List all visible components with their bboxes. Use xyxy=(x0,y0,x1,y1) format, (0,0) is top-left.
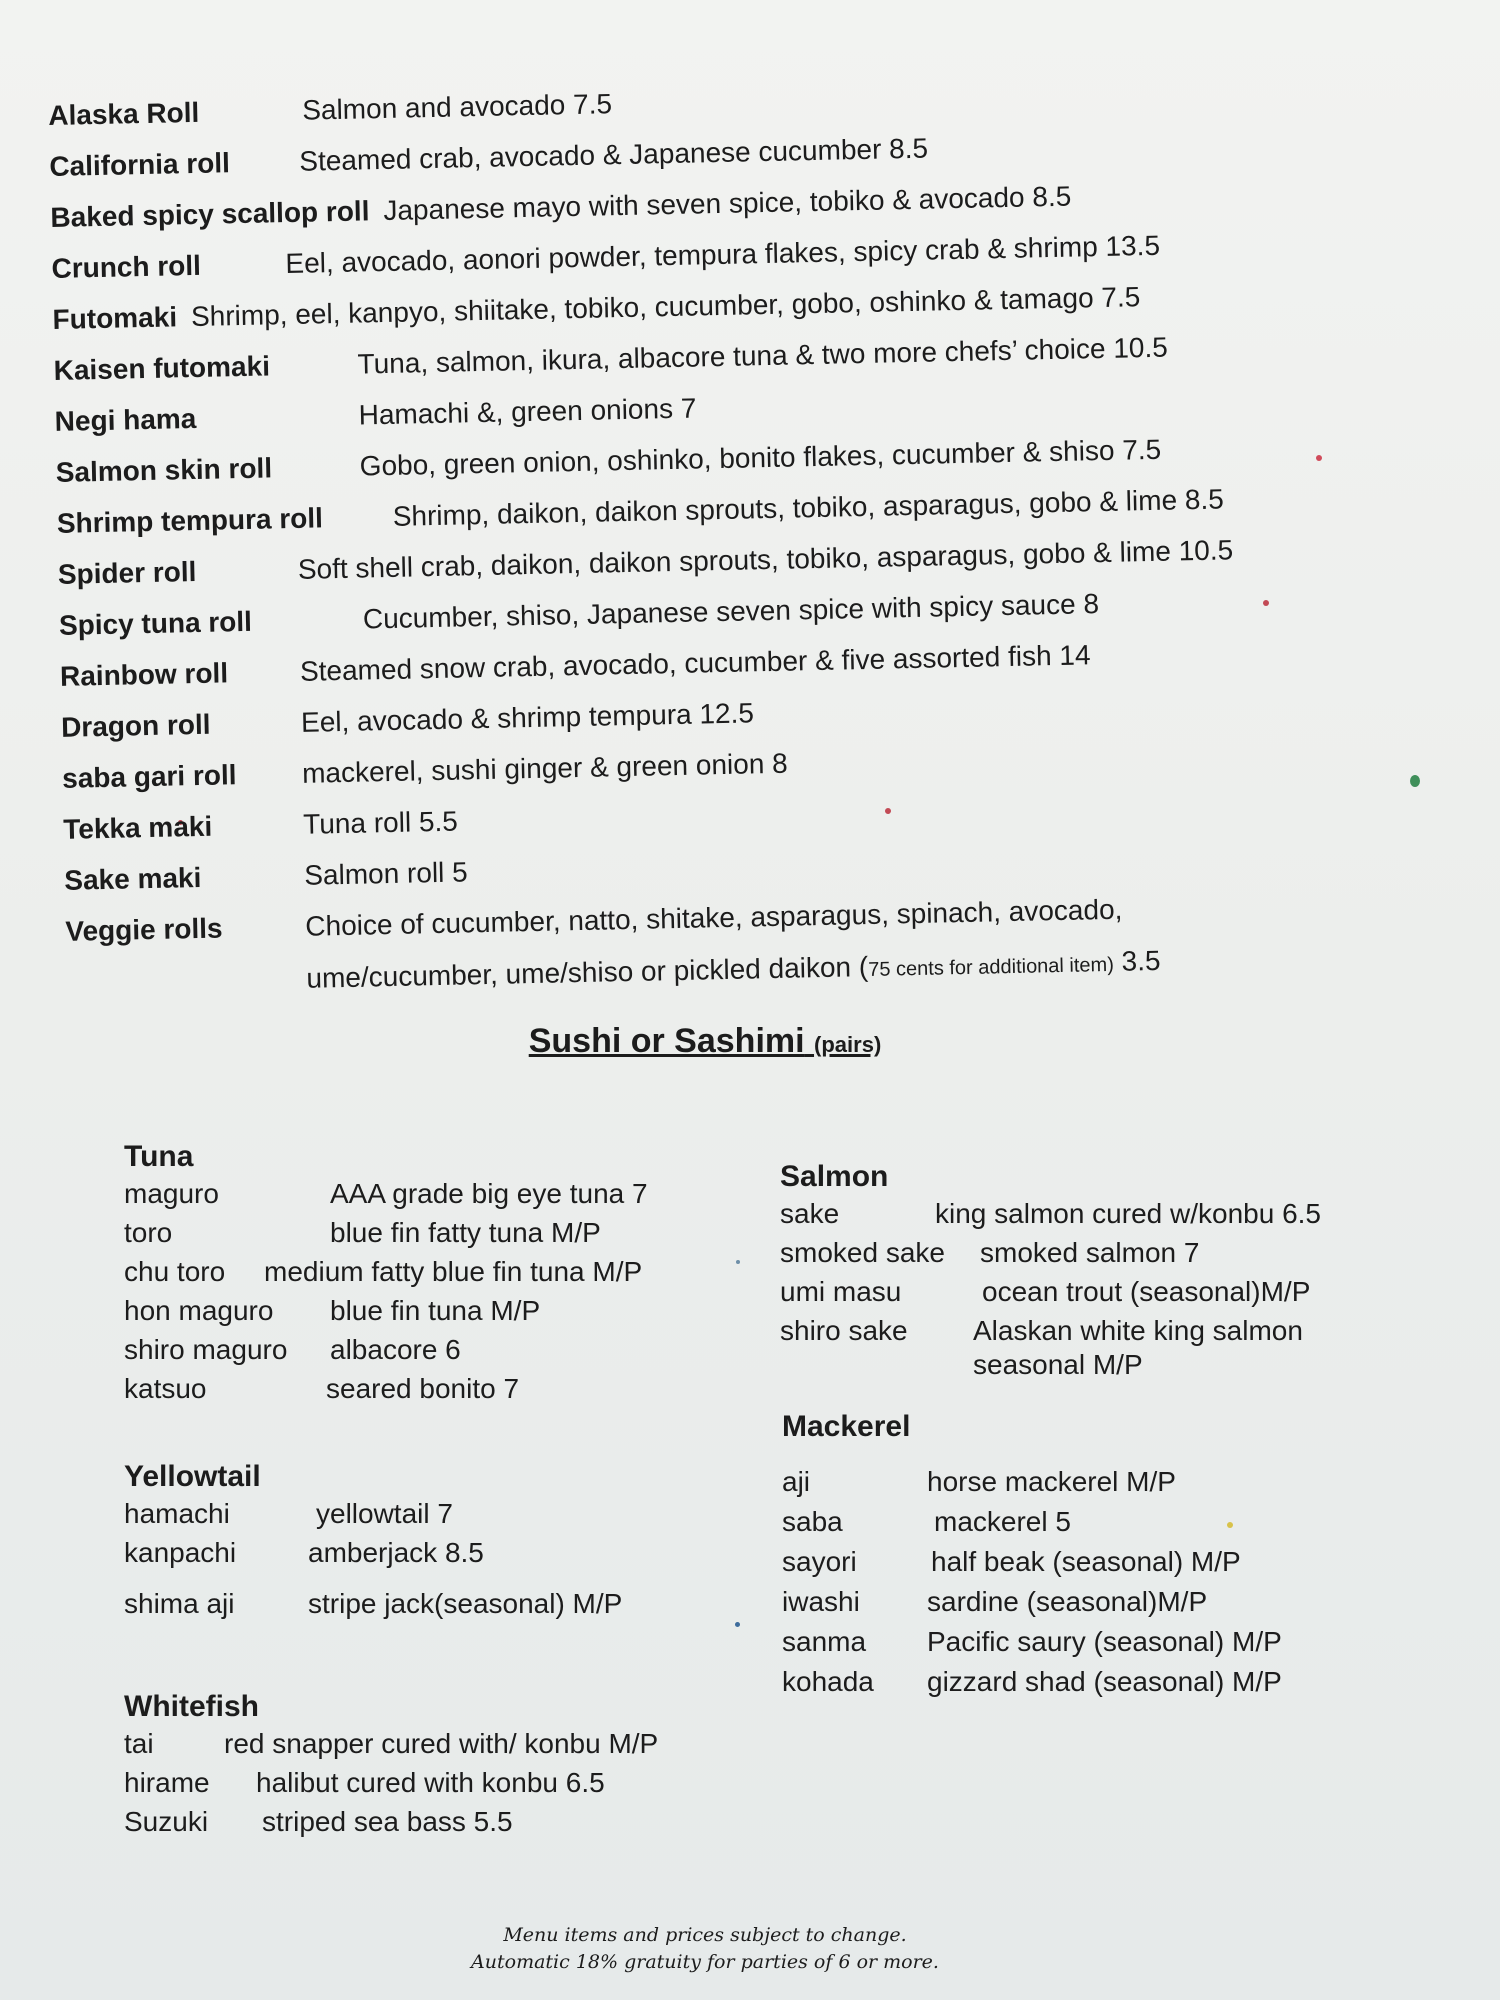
item-english: stripe jack(seasonal) M/P xyxy=(308,1588,623,1619)
list-item xyxy=(124,1588,622,1627)
list-item xyxy=(780,1198,1321,1237)
item-japanese: hirame xyxy=(124,1767,210,1798)
roll-name: Shrimp tempura roll xyxy=(56,502,324,539)
item-english: mackerel 5 xyxy=(934,1506,1071,1537)
yellowtail-section xyxy=(124,1460,622,1627)
item-japanese: toro xyxy=(124,1217,173,1248)
item-english: Alaskan white king salmon xyxy=(973,1315,1303,1346)
veggie-options: ume/cucumber, ume/shiso or pickled daikon ( xyxy=(306,951,869,994)
paper-fleck xyxy=(1410,775,1420,787)
item-english: smoked salmon 7 xyxy=(980,1237,1200,1268)
list-item xyxy=(124,1334,648,1373)
item-japanese: sake xyxy=(780,1198,840,1229)
roll-description: Choice of cucumber, natto, shitake, asparagus, spinach, avocado, xyxy=(305,893,1123,942)
menu-footer xyxy=(0,1922,1410,1976)
list-item xyxy=(782,1506,1282,1546)
roll-description: Soft shell crab, daikon, daikon sprouts, tobiko, asparagus, gobo & lime 10.5 xyxy=(297,534,1234,585)
item-japanese: sayori xyxy=(782,1546,857,1577)
list-item xyxy=(124,1537,622,1576)
paper-fleck xyxy=(1316,455,1322,461)
roll-name: Veggie rolls xyxy=(65,912,223,947)
list-item xyxy=(124,1767,658,1806)
list-item xyxy=(124,1178,648,1217)
roll-description: Cucumber, shiso, Japanese seven spice with spicy sauce 8 xyxy=(362,588,1100,635)
list-item xyxy=(782,1666,1282,1706)
item-english: seared bonito 7 xyxy=(326,1373,520,1404)
list-item xyxy=(780,1237,1321,1276)
roll-description: Salmon roll 5 xyxy=(303,856,468,891)
item-japanese: shima aji xyxy=(124,1588,235,1619)
list-item xyxy=(782,1546,1282,1586)
list-item xyxy=(124,1256,648,1295)
item-english: ocean trout (seasonal)M/P xyxy=(982,1276,1311,1307)
roll-description: Shrimp, eel, kanpyo, shiitake, tobiko, cucumber, gobo, oshinko & tamago 7.5 xyxy=(190,281,1141,333)
roll-name: Futomaki xyxy=(52,301,178,335)
item-japanese: katsuo xyxy=(124,1373,207,1404)
item-english: blue fin tuna M/P xyxy=(330,1295,541,1326)
roll-name: Crunch roll xyxy=(51,249,202,284)
item-japanese: hon maguro xyxy=(124,1295,274,1326)
footer-gratuity-note: Automatic 18% gratuity for parties of 6 or more. xyxy=(471,1951,939,1973)
roll-name: Baked spicy scallop roll xyxy=(50,195,370,233)
item-japanese: chu toro xyxy=(124,1256,226,1287)
roll-name: Spider roll xyxy=(57,555,197,590)
roll-description: Tuna roll 5.5 xyxy=(302,805,459,840)
item-english: medium fatty blue fin tuna M/P xyxy=(264,1256,643,1287)
roll-description: Steamed snow crab, avocado, cucumber & five assorted fish 14 xyxy=(299,639,1091,687)
section-title: Sushi or Sashimi xyxy=(528,1022,805,1060)
paper-fleck xyxy=(736,1260,740,1264)
item-english: gizzard shad (seasonal) M/P xyxy=(927,1666,1282,1697)
list-item xyxy=(780,1276,1321,1315)
salmon-section xyxy=(780,1160,1321,1383)
item-japanese: aji xyxy=(782,1466,811,1497)
list-item xyxy=(782,1466,1282,1506)
item-english: red snapper cured with/ konbu M/P xyxy=(224,1728,659,1759)
roll-name: Negi hama xyxy=(54,402,197,437)
roll-name: Rainbow roll xyxy=(59,657,229,692)
roll-description: Salmon and avocado 7.5 xyxy=(301,88,613,126)
item-japanese: iwashi xyxy=(782,1586,860,1617)
veggie-price: 3.5 xyxy=(1113,944,1161,977)
mackerel-section xyxy=(782,1410,1282,1706)
item-japanese: sanma xyxy=(782,1626,867,1657)
whitefish-section xyxy=(124,1690,658,1845)
item-english: AAA grade big eye tuna 7 xyxy=(330,1178,648,1209)
roll-name: Alaska Roll xyxy=(48,96,200,131)
roll-description: Eel, avocado, aonori powder, tempura flakes, spicy crab & shrimp 13.5 xyxy=(285,229,1161,280)
item-japanese: smoked sake xyxy=(780,1237,945,1268)
list-item xyxy=(782,1586,1282,1626)
list-item xyxy=(124,1295,648,1334)
list-item xyxy=(124,1498,622,1537)
item-japanese: shiro maguro xyxy=(124,1334,288,1365)
paper-fleck xyxy=(735,1622,740,1627)
item-japanese: tai xyxy=(124,1728,154,1759)
category-heading: Salmon xyxy=(780,1160,889,1193)
item-japanese: shiro sake xyxy=(780,1315,908,1346)
roll-name: Salmon skin roll xyxy=(55,452,273,488)
roll-description: Steamed crab, avocado & Japanese cucumber 8.5 xyxy=(299,132,929,177)
roll-description: Shrimp, daikon, daikon sprouts, tobiko, asparagus, gobo & lime 8.5 xyxy=(392,483,1225,532)
roll-name: Sake maki xyxy=(64,861,202,896)
section-subtitle: (pairs) xyxy=(814,1032,882,1057)
category-heading: Tuna xyxy=(124,1140,194,1173)
item-japanese: maguro xyxy=(124,1178,219,1209)
list-item xyxy=(124,1728,658,1767)
roll-description: mackerel, sushi ginger & green onion 8 xyxy=(301,747,788,789)
item-english: king salmon cured w/konbu 6.5 xyxy=(935,1198,1321,1229)
item-english: amberjack 8.5 xyxy=(308,1537,484,1568)
veggie-extra-note: 75 cents for additional item) xyxy=(867,953,1115,982)
item-english: half beak (seasonal) M/P xyxy=(931,1546,1241,1577)
roll-description: Hamachi &, green onions 7 xyxy=(358,392,697,431)
item-english: albacore 6 xyxy=(330,1334,461,1365)
item-japanese: kohada xyxy=(782,1666,874,1697)
category-heading: Mackerel xyxy=(782,1410,911,1443)
list-item xyxy=(124,1806,658,1845)
footer-price-note: Menu items and prices subject to change. xyxy=(503,1924,907,1946)
rolls-list xyxy=(48,74,1316,994)
roll-name: Tekka maki xyxy=(62,810,213,845)
item-english: sardine (seasonal)M/P xyxy=(927,1586,1208,1617)
item-english: yellowtail 7 xyxy=(316,1498,453,1529)
item-japanese: Suzuki xyxy=(124,1806,209,1837)
item-japanese: umi masu xyxy=(780,1276,902,1307)
sushi-sashimi-heading xyxy=(0,1022,1410,1061)
list-item xyxy=(124,1217,648,1256)
roll-name: Dragon roll xyxy=(60,708,211,743)
list-item xyxy=(780,1349,1321,1383)
item-english: blue fin fatty tuna M/P xyxy=(330,1217,601,1248)
item-english: halibut cured with konbu 6.5 xyxy=(256,1767,605,1798)
list-item xyxy=(780,1315,1321,1349)
roll-name: Spicy tuna roll xyxy=(58,605,253,641)
roll-description: Tuna, salmon, ikura, albacore tuna & two more chefs’ choice 10.5 xyxy=(357,331,1169,380)
roll-name: saba gari roll xyxy=(61,759,237,794)
category-heading: Whitefish xyxy=(124,1690,259,1723)
item-english: Pacific saury (seasonal) M/P xyxy=(927,1626,1282,1657)
roll-name: Kaisen futomaki xyxy=(53,350,271,386)
list-item xyxy=(124,1373,648,1412)
roll-description: Gobo, green onion, oshinko, bonito flakes, cucumber & shiso 7.5 xyxy=(359,433,1162,482)
tuna-section xyxy=(124,1140,648,1412)
item-japanese: saba xyxy=(782,1506,843,1537)
item-english: seasonal M/P xyxy=(973,1349,1143,1380)
category-heading: Yellowtail xyxy=(124,1460,261,1493)
item-english: horse mackerel M/P xyxy=(927,1466,1176,1497)
roll-name: California roll xyxy=(49,147,231,182)
item-english: striped sea bass 5.5 xyxy=(262,1806,513,1837)
roll-description: Japanese mayo with seven spice, tobiko & avocado 8.5 xyxy=(383,180,1072,226)
item-japanese: kanpachi xyxy=(124,1537,237,1568)
item-japanese: hamachi xyxy=(124,1498,230,1529)
roll-description: Eel, avocado & shrimp tempura 12.5 xyxy=(300,697,755,738)
list-item xyxy=(782,1626,1282,1666)
